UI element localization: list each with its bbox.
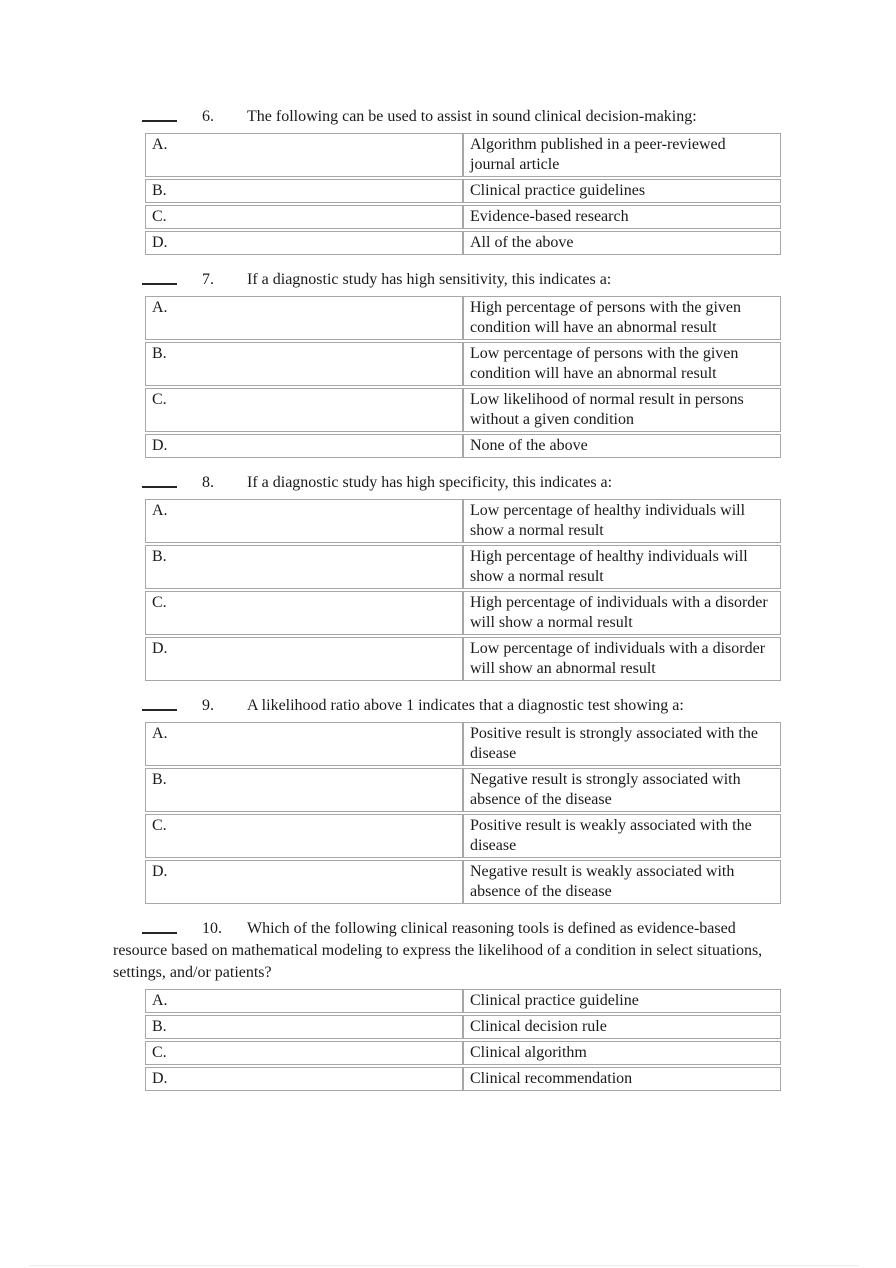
answer-blank bbox=[142, 932, 177, 934]
question-block-9 bbox=[0, 695, 896, 906]
question-text: Which of the following clinical reasoning tools is defined as evidence-based resource based on mathematical modeling to express the likelihood of a condition in select situations, settings, and/or patients? bbox=[113, 920, 763, 981]
question-block-6 bbox=[0, 106, 896, 257]
option-text-cell: Low percentage of individuals with a disorder will show an abnormal result bbox=[463, 637, 781, 681]
option-letter-cell: D. bbox=[145, 1067, 463, 1091]
option-text-cell: Evidence-based research bbox=[463, 205, 781, 229]
question-block-8 bbox=[0, 472, 896, 683]
option-letter-cell: C. bbox=[145, 814, 463, 858]
option-text-cell: Low percentage of persons with the given condition will have an abnormal result bbox=[463, 342, 781, 386]
option-text-cell: Negative result is strongly associated with absence of the disease bbox=[463, 768, 781, 812]
question-line bbox=[113, 472, 783, 494]
options-table bbox=[145, 987, 781, 1093]
option-text-cell: Low likelihood of normal result in persons without a given condition bbox=[463, 388, 781, 432]
options-table bbox=[145, 294, 781, 460]
option-row bbox=[145, 499, 781, 543]
option-row bbox=[145, 768, 781, 812]
question-text: The following can be used to assist in sound clinical decision-making: bbox=[247, 108, 697, 125]
option-row bbox=[145, 814, 781, 858]
option-row bbox=[145, 342, 781, 386]
option-text-cell: Positive result is strongly associated with the disease bbox=[463, 722, 781, 766]
question-text: If a diagnostic study has high sensitivity, this indicates a: bbox=[247, 271, 612, 288]
option-letter-cell: B. bbox=[145, 342, 463, 386]
option-text-cell: Negative result is weakly associated with absence of the disease bbox=[463, 860, 781, 904]
question-line bbox=[113, 918, 783, 984]
question-text: A likelihood ratio above 1 indicates that a diagnostic test showing a: bbox=[247, 697, 684, 714]
option-row bbox=[145, 388, 781, 432]
question-number: 7. bbox=[202, 271, 214, 288]
answer-blank bbox=[142, 486, 177, 488]
option-letter-cell: D. bbox=[145, 434, 463, 458]
option-letter-cell: B. bbox=[145, 1015, 463, 1039]
option-row bbox=[145, 1015, 781, 1039]
option-row bbox=[145, 296, 781, 340]
option-row bbox=[145, 179, 781, 203]
option-letter-cell: B. bbox=[145, 545, 463, 589]
page-bottom-edge bbox=[30, 1265, 858, 1266]
option-letter-cell: C. bbox=[145, 388, 463, 432]
option-letter-cell: C. bbox=[145, 591, 463, 635]
option-text-cell: All of the above bbox=[463, 231, 781, 255]
option-row bbox=[145, 133, 781, 177]
question-number: 6. bbox=[202, 108, 214, 125]
option-text-cell: Clinical decision rule bbox=[463, 1015, 781, 1039]
option-row bbox=[145, 545, 781, 589]
option-letter-cell: C. bbox=[145, 1041, 463, 1065]
option-text-cell: Positive result is weakly associated with the disease bbox=[463, 814, 781, 858]
question-line bbox=[113, 106, 783, 128]
options-table bbox=[145, 497, 781, 683]
option-row bbox=[145, 860, 781, 904]
question-number: 8. bbox=[202, 474, 214, 491]
question-block-7 bbox=[0, 269, 896, 460]
option-text-cell: Low percentage of healthy individuals will show a normal result bbox=[463, 499, 781, 543]
option-row bbox=[145, 1041, 781, 1065]
option-letter-cell: D. bbox=[145, 231, 463, 255]
option-text-cell: Clinical practice guidelines bbox=[463, 179, 781, 203]
option-row bbox=[145, 989, 781, 1013]
question-text: If a diagnostic study has high specificity, this indicates a: bbox=[247, 474, 613, 491]
question-line bbox=[113, 269, 783, 291]
option-text-cell: High percentage of individuals with a disorder will show a normal result bbox=[463, 591, 781, 635]
option-text-cell: None of the above bbox=[463, 434, 781, 458]
option-text-cell: High percentage of persons with the given condition will have an abnormal result bbox=[463, 296, 781, 340]
option-text-cell: Clinical practice guideline bbox=[463, 989, 781, 1013]
option-letter-cell: A. bbox=[145, 133, 463, 177]
option-letter-cell: D. bbox=[145, 860, 463, 904]
option-letter-cell: A. bbox=[145, 722, 463, 766]
option-text-cell: Algorithm published in a peer-reviewed journal article bbox=[463, 133, 781, 177]
answer-blank bbox=[142, 709, 177, 711]
option-letter-cell: C. bbox=[145, 205, 463, 229]
option-letter-cell: A. bbox=[145, 989, 463, 1013]
option-text-cell: Clinical algorithm bbox=[463, 1041, 781, 1065]
answer-blank bbox=[142, 120, 177, 122]
question-number: 10. bbox=[202, 920, 222, 937]
option-letter-cell: B. bbox=[145, 179, 463, 203]
option-text-cell: High percentage of healthy individuals will show a normal result bbox=[463, 545, 781, 589]
option-row bbox=[145, 1067, 781, 1091]
option-row bbox=[145, 591, 781, 635]
options-table bbox=[145, 720, 781, 906]
option-row bbox=[145, 231, 781, 255]
option-row bbox=[145, 637, 781, 681]
option-letter-cell: A. bbox=[145, 499, 463, 543]
question-line bbox=[113, 695, 783, 717]
question-number: 9. bbox=[202, 697, 214, 714]
option-letter-cell: D. bbox=[145, 637, 463, 681]
option-row bbox=[145, 205, 781, 229]
option-letter-cell: B. bbox=[145, 768, 463, 812]
option-row bbox=[145, 722, 781, 766]
options-table bbox=[145, 131, 781, 257]
question-block-10 bbox=[0, 918, 896, 1093]
option-row bbox=[145, 434, 781, 458]
answer-blank bbox=[142, 283, 177, 285]
option-letter-cell: A. bbox=[145, 296, 463, 340]
option-text-cell: Clinical recommendation bbox=[463, 1067, 781, 1091]
